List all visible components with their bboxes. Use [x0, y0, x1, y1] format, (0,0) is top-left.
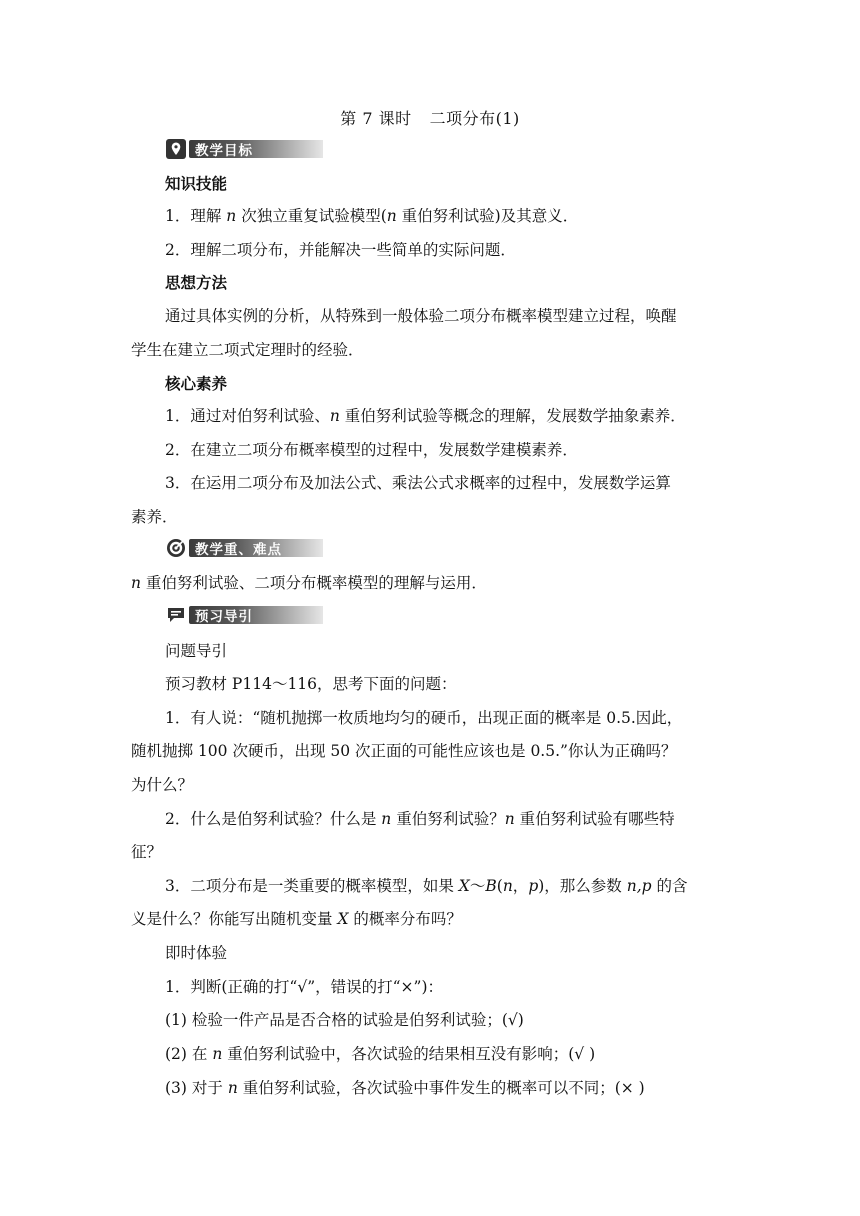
page-title	[0, 106, 860, 129]
experience-item-1-3: (3) 对于 n 重伯努利试验，各次试验中事件发生的概率可以不同；(× )	[165, 1079, 645, 1097]
section-label: 教学重、难点	[189, 539, 323, 557]
core-item-2: 2．在建立二项分布概率模型的过程中，发展数学建模素养．	[165, 441, 578, 459]
knowledge-heading: 知识技能	[165, 175, 228, 193]
target-icon	[165, 537, 187, 559]
question-1-line-1: 1．有人说：“随机抛掷一枚质地均匀的硬币，出现正面的概率是 0.5.因此，	[165, 709, 683, 727]
method-heading: 思想方法	[165, 274, 228, 292]
experience-item-1: 1．判断(正确的打“√”，错误的打“×”)：	[165, 978, 444, 996]
section-banner-goals	[165, 138, 323, 160]
section-label: 教学目标	[189, 140, 323, 158]
core-item-1: 1．通过对伯努利试验、n 重伯努利试验等概念的理解，发展数学抽象素养．	[165, 407, 686, 425]
core-heading: 核心素养	[165, 375, 228, 393]
question-1-line-3: 为什么？	[131, 776, 194, 794]
experience-item-1-1: (1) 检验一件产品是否合格的试验是伯努利试验；(√)	[165, 1011, 524, 1029]
guide-heading: 问题导引	[165, 642, 228, 660]
core-item-3-line-1: 3．在运用二项分布及加法公式、乘法公式求概率的过程中，发展数学运算	[165, 474, 671, 492]
method-paragraph-line-2: 学生在建立二项式定理时的经验．	[131, 341, 364, 359]
question-1-line-2: 随机抛掷 100 次硬币，出现 50 次正面的可能性应该也是 0.5.”你认为正确吗？	[131, 742, 677, 760]
key-points-text: n 重伯努利试验、二项分布概率模型的理解与运用．	[131, 574, 487, 592]
question-3-line-2: 义是什么？你能写出随机变量 X 的概率分布吗？	[131, 910, 462, 928]
knowledge-item-2: 2．理解二项分布，并能解决一些简单的实际问题．	[165, 241, 516, 259]
section-label: 预习导引	[189, 606, 323, 624]
core-item-3-line-2: 素养．	[131, 508, 178, 526]
textbook-reference: 预习教材 P114～116，思考下面的问题：	[165, 675, 457, 693]
section-banner-key-points	[165, 537, 323, 559]
question-3-line-1: 3．二项分布是一类重要的概率模型，如果 X～B(n，p)，那么参数 n,p 的含	[165, 877, 688, 895]
lesson-topic: 二项分布(1)	[429, 109, 520, 128]
method-paragraph-line-1: 通过具体实例的分析，从特殊到一般体验二项分布概率模型建立过程，唤醒	[165, 307, 677, 325]
question-2-line-1: 2．什么是伯努利试验？什么是 n 重伯努利试验？n 重伯努利试验有哪些特	[165, 810, 675, 828]
experience-heading: 即时体验	[165, 944, 228, 962]
experience-item-1-2: (2) 在 n 重伯努利试验中，各次试验的结果相互没有影响；(√ )	[165, 1045, 596, 1063]
section-banner-preview	[165, 604, 323, 626]
lesson-number: 第 7 课时	[340, 109, 412, 128]
speech-bubble-icon	[165, 604, 187, 626]
knowledge-item-1: 1．理解 n 次独立重复试验模型(n 重伯努利试验)及其意义．	[165, 207, 579, 225]
location-pin-icon	[165, 138, 187, 160]
question-2-line-2: 征？	[131, 843, 163, 861]
